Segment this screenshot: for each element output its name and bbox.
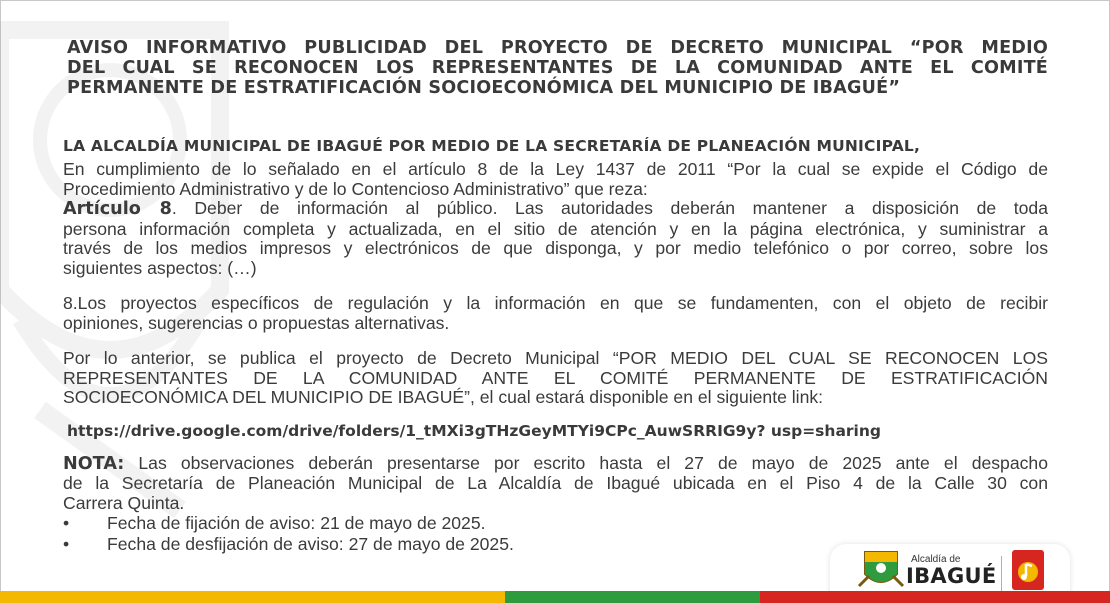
nota-label: NOTA: [63,453,125,474]
logo-title: IBAGUÉ [906,564,997,588]
nota-line: de la Secretaría de Planeación Municipal de La Alcaldía de Ibagué ubicada en el Piso 4 de la Calle 30 con [63,473,1048,493]
logo-subtitle: Alcaldía de [911,554,961,565]
logo-divider [1001,556,1002,592]
notice-content [63,38,1048,555]
item-8-line: opiniones, sugerencias o propuestas alternativas. [63,312,450,333]
nota-text: Las observaciones deberán presentarse por escrito hasta el 27 de mayo de 2025 ante el despacho [124,452,1048,473]
articulo-line: persona información completa y actualizada, en el sitio de atención y en la página electrónica, y suministrar a [63,218,1048,239]
publication-line: REPRESENTANTES DE LA COMUNIDAD ANTE EL COMITÉ PERMANENTE DE ESTRATIFICACIÓN [63,367,1048,388]
articulo-label: Artículo 8 [63,199,172,219]
articulo-first-line [63,199,1048,220]
articulo-text: . Deber de información al público. Las autoridades deberán mantener a disposición de toda [171,198,1048,218]
nota-first-line [63,454,1048,475]
title-line: AVISO INFORMATIVO PUBLICIDAD DEL PROYECTO DE DECRETO MUNICIPAL “POR MEDIO [67,38,1048,58]
publication-line: Por lo anterior, se publica el proyecto de Decreto Municipal “POR MEDIO DEL CUAL SE RECONOCEN LOS [63,348,1048,368]
bar-green-segment [505,591,760,603]
item-8-line: 8.Los proyectos específicos de regulación y la información en que se fundamenten, con el objeto de recibir [63,293,1048,313]
publication-line: SOCIOECONÓMICA DEL MUNICIPIO DE IBAGUÉ”, el cual estará disponible en el siguiente link: [63,387,824,407]
nota-line: Carrera Quinta. [63,492,185,513]
nota-paragraph [63,454,1048,514]
articulo-line: siguientes aspectos: (…) [63,257,257,278]
item-8-paragraph [63,294,1048,333]
issuer-heading: LA ALCALDÍA MUNICIPAL DE IBAGUÉ POR MEDIO DE LA SECRETARÍA DE PLANEACIÓN MUNICIPAL, [63,137,921,155]
bullet-icon: • [63,513,70,533]
music-capital-badge-icon [1012,550,1044,590]
bar-yellow-segment [0,591,505,603]
bar-red-segment [760,591,1110,603]
coat-of-arms-icon [857,546,905,594]
intro-paragraph [63,160,1048,278]
list-item [63,513,1048,534]
notice-title [67,38,1048,98]
intro-line: En cumplimiento de lo señalado en el artículo 8 de la Ley 1437 de 2011 “Por la cual se expide el Código de [63,159,1048,179]
posting-date: Fecha de fijación de aviso: 21 de mayo de 2025. [107,513,486,533]
articulo-line: través de los medios impresos y electrónicos de que disponga, y por medio telefónico o por correo, sobre los [63,238,1048,258]
publication-paragraph [63,349,1048,408]
removal-date: Fecha de desfijación de aviso: 27 de mayo de 2025. [107,534,514,554]
intro-line: Procedimiento Administrativo y de lo Contencioso Administrativo” que reza: [63,178,648,199]
bullet-icon: • [63,534,70,554]
drive-link[interactable]: https://drive.google.com/drive/folders/1_tMXi3gTHzGeyMTYi9CPc_AuwSRRIG9y? usp=sharing [67,421,881,440]
title-line: DEL CUAL SE RECONOCEN LOS REPRESENTANTES DE LA COMUNIDAD ANTE EL COMITÉ [67,58,1048,78]
title-line: PERMANENTE DE ESTRATIFICACIÓN SOCIOECONÓMICA DEL MUNICIPIO DE IBAGUÉ” [67,78,901,98]
brand-color-bar [0,591,1110,603]
